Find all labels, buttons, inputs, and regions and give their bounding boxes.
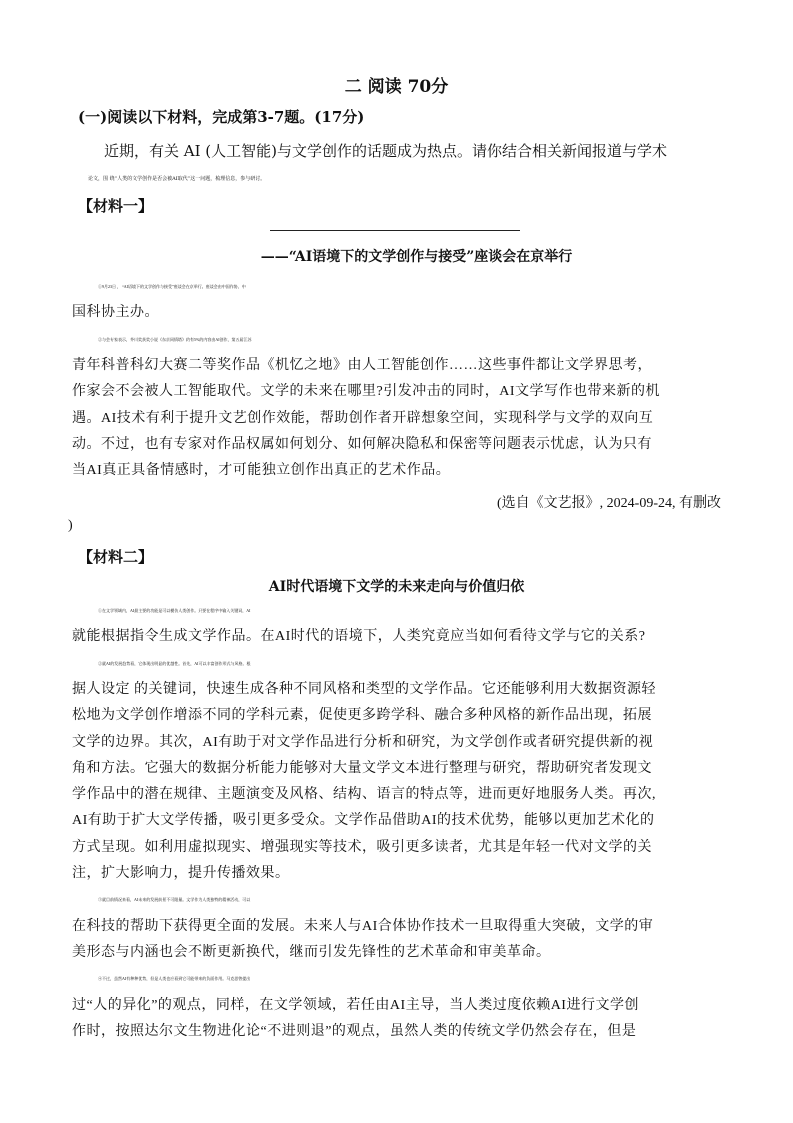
m1-line: 国科协主办。 xyxy=(72,305,159,321)
divider-line xyxy=(270,230,520,231)
m2-line: 在科技的帮助下获得更全面的发展。未来人与AI合体协作技术一旦取得重大突破，文学的审 xyxy=(72,918,654,934)
m2-line: 方式呈现。如利用虚拟现实、增强现实等技术，吸引更多读者，尤其是年轻一代对文学的关 xyxy=(72,839,652,855)
material1-tag: 【材料一】 xyxy=(78,197,154,215)
m1-line: 青年科普科幻大赛二等奖作品《机忆之地》由人工智能创作……这些事件都让文学界思考， xyxy=(72,357,652,373)
material1-subtitle: ——“AI语境下的文学创作与接受”座谈会在京举行 xyxy=(260,249,573,265)
m1-line: 动。不过，也有专家对作品权属如何划分、如何解决隐私和保密等问题表示忧虑，认为只有 xyxy=(72,436,652,452)
m2-line: 作时，按照达尔文生物进化论“不进则退”的观点，虽然人类的传统文学仍然会存在，但是 xyxy=(72,1023,637,1039)
m2-line: 据人设定 的关键词，快速生成各种不同风格和类型的文学作品。它还能够利用大数据资源轻 xyxy=(72,681,656,697)
m2-line: AI有助于扩大文学传播，吸引更多受众。文学作品借助AI的技术优势，能够以更加艺术化的 xyxy=(72,813,655,829)
m2-line: 过“人的异化”的观点，同样，在文学领域，若任由AI主导，当人类过度依赖AI进行文学创 xyxy=(72,997,639,1013)
material1-source-close: ) xyxy=(68,518,73,533)
section-heading: (一)阅读以下材料，完成第3-7题。(17分) xyxy=(78,108,365,126)
m2-line: 松地为文学创作增添不同的学科元素，促使更多跨学科、融合多种风格的新作品出现，拓展 xyxy=(72,708,652,724)
page-title: 二 阅读 70分 xyxy=(344,77,449,97)
m2-line: 文学的边界。其次，AI有助于对文学作品进行分析和研究，为文学创作或者研究提供新的视 xyxy=(72,734,654,750)
m2-line: ①在文学领域内，AI最主要的功能是可以模仿人类创作。只要在程序中输入关键词，AI xyxy=(98,608,251,613)
material1-source: (选自《文艺报》, 2024-09-24, 有删改 xyxy=(497,496,721,511)
m2-line: 注，扩大影响力，提升传播效果。 xyxy=(72,866,290,881)
m2-line: ④不过，虽然AI有种种优势，但是人类也应看到它可能带来的负面作用。马克思曾提出 xyxy=(98,976,251,982)
m2-line: ③就目前情况来看，AI未来的发展前景不可限量。文学作为人类独特的精神活动，可以 xyxy=(98,897,251,903)
m1-line: 当AI真正具备情感时，才可能独立创作出真正的艺术作品。 xyxy=(72,463,451,479)
m1-line: 作家会不会被人工智能取代。文学的未来在哪里?引发冲击的同时，AI文学写作也带来新的机 xyxy=(72,384,660,400)
m1-line: ②与会专家表示，芥川奖获奖小说《东京同情塔》约有5%的内容由AI创作，第五届江苏 xyxy=(98,336,252,342)
material2-tag: 【材料二】 xyxy=(78,548,154,566)
material2-subtitle: AI时代语境下文学的未来走向与价值归依 xyxy=(268,579,525,595)
intro-line-2: 论文，围 绕“人类的文学创作是否会被AI取代”这一问题，梳理信息，参与研讨。 xyxy=(88,176,266,182)
m2-line: 角和方法。它强大的数据分析能力能够对大量文学文本进行整理与研究，帮助研究者发现文 xyxy=(72,760,652,776)
m2-line: ②就AI的发展趋势看，它体现出明显的优越性。首先，AI可以丰富创作形式与风格。根 xyxy=(98,660,251,666)
m1-line: 遇。AI技术有利于提升文艺创作效能，帮助创作者开辟想象空间，实现科学与文学的双向互 xyxy=(72,410,654,426)
m2-line: 美形态与内涵也会不断更新换代，继而引发先锋性的艺术革命和审美革命。 xyxy=(72,944,551,960)
m2-line: 就能根据指令生成文学作品。在AI时代的语境下，人类究竟应当如何看待文学与它的关系? xyxy=(72,629,646,645)
m2-line: 学作品中的潜在规律、主题演变及风格、结构、语言的特点等，进而更好地服务人类。再次, xyxy=(72,787,656,803)
intro-line-1: 近期，有关 AI (人工智能)与文学创作的话题成为热点。请你结合相关新闻报道与学术 xyxy=(104,142,668,160)
m1-line: ①9月23日 ， “AI语境下的文学创作与接受”座谈会在京举行。座谈会由中国作协、中 xyxy=(98,284,246,289)
